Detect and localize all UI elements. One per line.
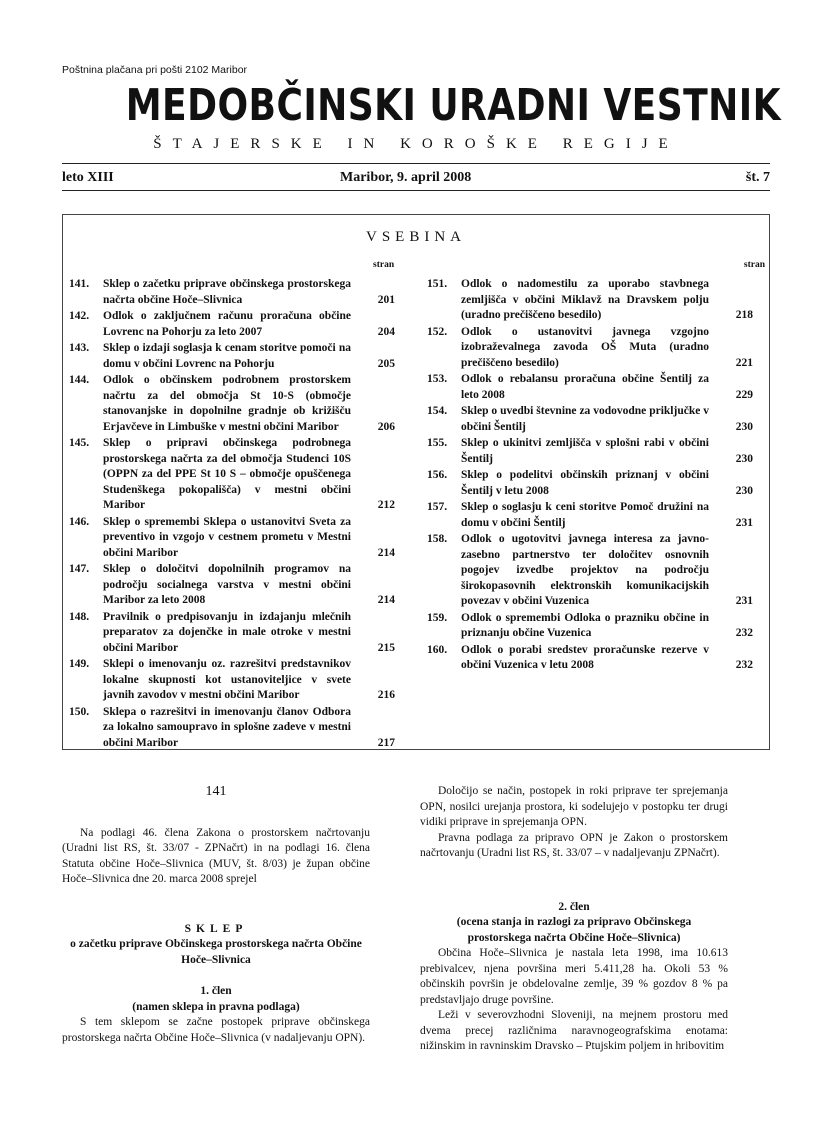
toc-item-page: 204 — [377, 325, 395, 338]
toc-item-number: 156. — [427, 469, 448, 481]
toc-item-number: 160. — [427, 643, 448, 656]
toc-item-number: 141. — [69, 278, 90, 290]
toc-item-number: 154. — [427, 405, 448, 417]
toc-item[interactable] — [427, 325, 757, 372]
toc-title: VSEBINA — [365, 229, 466, 245]
toc-item-text: Pravilnik o predpisovanju in izdajanju mlečnih preparatov za dojenčke in male otroke v mestni občini Maribor — [103, 610, 351, 654]
toc-item-text: Sklep o določitvi dopolnilnih programov na področju socialnega varstva v mestni občini Maribor za leto 2008 — [103, 563, 351, 606]
postage-note: Poštnina plačana pri pošti 2102 Maribor — [62, 64, 248, 76]
toc-item-number: 155. — [427, 437, 448, 449]
header-rule-bottom — [62, 190, 770, 191]
toc-item[interactable] — [69, 309, 399, 340]
toc-item-page: 230 — [735, 484, 753, 497]
toc-item-text: Sklepi o imenovanju oz. razrešitvi predstavnikov lokalne skupnosti kot ustanoviteljice v svete javnih zavodov v mestni občini Maribor — [103, 658, 351, 701]
toc-item-page: 232 — [735, 659, 753, 671]
toc-item-text: Sklepa o razrešitvi in imenovanju članov Odbora za lokalno samoupravo in splošne zadeve v mestni občini Maribor — [103, 705, 351, 749]
article-column-right — [420, 784, 728, 1055]
masthead-subtitle: ŠTAJERSKE IN KOROŠKE REGIJE — [153, 136, 679, 152]
toc-item[interactable] — [427, 468, 757, 499]
legal-basis-text: Pravna podlaga za pripravo OPN je Zakon o prostorskem načrtovanju (Uradni list RS, št. 33/07 – v nadaljevanju ZPNačrt). — [420, 831, 728, 859]
toc-item-page: 231 — [735, 516, 753, 529]
toc-item-page: 214 — [377, 546, 395, 559]
toc-item-text: Sklep o uvedbi števnine za vodovodne priključke v občini Šentilj — [461, 405, 709, 433]
toc-item[interactable] — [69, 705, 399, 752]
toc-item-number: 158. — [427, 533, 448, 545]
issue-place-date: Maribor, 9. april 2008 — [340, 170, 472, 185]
toc-item-text: Odlok o zaključnem računu proračuna občine Lovrenc na Pohorju za leto 2007 — [103, 310, 351, 338]
toc-item-text: Odlok o ugotovitvi javnega interesa za javno-zasebno partnerstvo ter določitev osnovnih pogojev izvedbe projektov na področju širokopasovnih elektronskih komunikacijskih povezav v občini Vuzenica — [461, 533, 709, 607]
header-rule-top — [62, 163, 770, 164]
section-1-subheading: (namen sklepa in pravna podlaga) — [132, 1000, 300, 1013]
toc-item-page: 217 — [377, 736, 395, 749]
toc-column-right — [427, 277, 757, 675]
toc-item[interactable] — [69, 277, 399, 308]
toc-item-number: 143. — [69, 342, 90, 354]
toc-item-text: Sklep o soglasju k ceni storitve Pomoč družini na domu v občini Šentilj — [461, 501, 709, 529]
table-of-contents — [62, 214, 770, 750]
toc-item-page: 215 — [377, 641, 395, 654]
toc-item[interactable] — [69, 373, 399, 435]
toc-item-page: 216 — [377, 689, 395, 701]
masthead-title: MEDOBČINSKI URADNI VESTNIK — [125, 80, 781, 131]
toc-item-number: 149. — [69, 658, 90, 670]
toc-item-number: 142. — [69, 310, 90, 322]
toc-item-number: 152. — [427, 325, 448, 338]
toc-item-number: 157. — [427, 501, 448, 513]
toc-item[interactable] — [427, 277, 757, 324]
toc-item-page: 230 — [735, 420, 753, 433]
toc-item-text: Sklep o spremembi Sklepa o ustanovitvi Sveta za preventivo in vzgojo v cestnem prometu v Mestni občini Maribor — [103, 515, 351, 559]
toc-item[interactable] — [69, 341, 399, 372]
toc-item-page: 232 — [735, 627, 753, 639]
toc-item-page: 214 — [377, 594, 395, 606]
section-2-subheading: (ocena stanja in razlogi za pripravo Občinskega prostorskega načrta Občine Hoče–Slivnica) — [456, 916, 692, 944]
toc-item-page: 201 — [377, 293, 395, 306]
toc-item-page: 231 — [735, 595, 753, 607]
toc-item-page: 212 — [377, 499, 395, 511]
toc-item[interactable] — [427, 643, 757, 674]
section-1-text: S tem sklepom se začne postopek priprave občinskega prostorskega načrta Občine Hoče–Slivnica (v nadaljevanju OPN). — [62, 1016, 370, 1044]
toc-item-number: 145. — [69, 437, 90, 449]
toc-item-text: Odlok o občinskem podrobnem prostorskem načrtu za del območja St 10-S (območje stanovanjske in dopolnilne gradnje ob križišču Erjavčeve in Limbuške v mestni občini Maribor — [103, 374, 351, 433]
document-title: o začetku priprave Občinskega prostorskega načrta Občine Hoče–Slivnica — [70, 938, 362, 966]
article-intro: Na podlagi 46. člena Zakona o prostorskem načrtovanju (Uradni list RS, št. 33/07 - ZPNačrt) in na podlagi 16. člena Statuta občine Hoče–Slivnica (MUV, št. 8/03) je župan občine Hoče–Slivnica dne 20. marca 2008 sprejel — [62, 826, 370, 885]
toc-item[interactable] — [427, 404, 757, 435]
toc-item-number: 159. — [427, 611, 448, 624]
toc-item-text: Sklep o podelitvi občinskih priznanj v občini Šentilj v letu 2008 — [461, 469, 709, 497]
toc-item[interactable] — [69, 562, 399, 609]
toc-item-page: 206 — [377, 420, 395, 433]
toc-column-left — [69, 277, 399, 752]
section-2-paragraph-2: Leži v severovzhodni Sloveniji, na mejnem prostoru med dvema precej različnima naravnogeografskima enotama: nižinskim in ravninskim Dravsko – Ptujskim poljem in hribovitim — [420, 1009, 728, 1052]
toc-item-text: Odlok o nadomestilu za uporabo stavbnega zemljišča v občini Miklavž na Dravskem polju (uradno prečiščeno besedilo) — [461, 278, 709, 321]
toc-item-text: Sklep o začetku priprave občinskega prostorskega načrta občine Hoče–Slivnica — [103, 278, 351, 306]
toc-item-number: 150. — [69, 705, 90, 718]
section-2-heading: 2. člen — [558, 900, 590, 913]
toc-item-text: Odlok o porabi sredstev proračunske rezerve v občini Vuzenica v letu 2008 — [461, 643, 709, 671]
toc-page-label-left: stran — [373, 260, 395, 270]
article-number: 141 — [205, 784, 227, 799]
toc-item-text: Sklep o pripravi občinskega podrobnega prostorskega načrta za del območja Studenci 10S (OPPN za del PPE St 10 S – območje opuščenega Studenškega pokopališča) v mestni občini Maribor — [103, 437, 351, 511]
toc-item-page: 218 — [735, 309, 753, 321]
toc-item-page: 230 — [735, 452, 753, 465]
toc-item[interactable] — [69, 515, 399, 562]
toc-item-number: 153. — [427, 373, 448, 385]
toc-item[interactable] — [427, 532, 757, 610]
toc-item-text: Sklep o izdaji soglasja k cenam storitve pomoči na domu v občini Lovrenc na Pohorju — [103, 342, 351, 370]
document-type: SKLEP — [184, 922, 248, 935]
toc-item-text: Odlok o ustanovitvi javnega vzgojno izobraževalnega zavoda OŠ Muta (uradno prečiščeno besedilo) — [461, 325, 709, 369]
toc-item-page: 205 — [377, 357, 395, 370]
toc-item[interactable] — [69, 436, 399, 514]
toc-item[interactable] — [69, 657, 399, 704]
toc-item-number: 144. — [69, 374, 90, 386]
toc-item-number: 147. — [69, 563, 90, 575]
toc-item[interactable] — [427, 372, 757, 403]
toc-item[interactable] — [69, 610, 399, 657]
toc-item[interactable] — [427, 500, 757, 531]
toc-item[interactable] — [427, 436, 757, 467]
toc-item-text: Sklep o ukinitvi zemljišča v splošni rabi v občini Šentilj — [461, 437, 709, 465]
toc-item-page: 221 — [735, 356, 753, 369]
section-1-heading: 1. člen — [200, 985, 232, 997]
section-1-text-continued: Določijo se način, postopek in roki priprave ter sprejemanja OPN, nosilci urejanja prostora, ki sodelujejo v postopku ter drugi vidiki priprave in sprejemanja OPN. — [420, 785, 728, 828]
toc-item-number: 148. — [69, 610, 90, 623]
toc-item[interactable] — [427, 611, 757, 642]
issue-year: leto XIII — [62, 170, 114, 185]
toc-item-text: Odlok o spremembi Odloka o prazniku občine in priznanju občine Vuzenica — [461, 611, 709, 639]
issue-number: št. 7 — [745, 170, 770, 185]
toc-item-number: 151. — [427, 278, 448, 290]
toc-item-page: 229 — [735, 388, 753, 401]
toc-item-number: 146. — [69, 515, 90, 528]
article-column-left — [62, 784, 370, 1046]
section-2-paragraph-1: Občina Hoče–Slivnica je nastala leta 1998, ima 10.613 prebivalcev, njena površina meri 5.411,28 ha. Okoli 53 % občinskih površin je obdelovalne zemlje, 39 % gozdov 8 % pa predstavljajo druge površine. — [420, 947, 728, 1006]
toc-page-label-right: stran — [743, 260, 765, 270]
toc-item-text: Odlok o rebalansu proračuna občine Šentilj za leto 2008 — [461, 373, 709, 401]
